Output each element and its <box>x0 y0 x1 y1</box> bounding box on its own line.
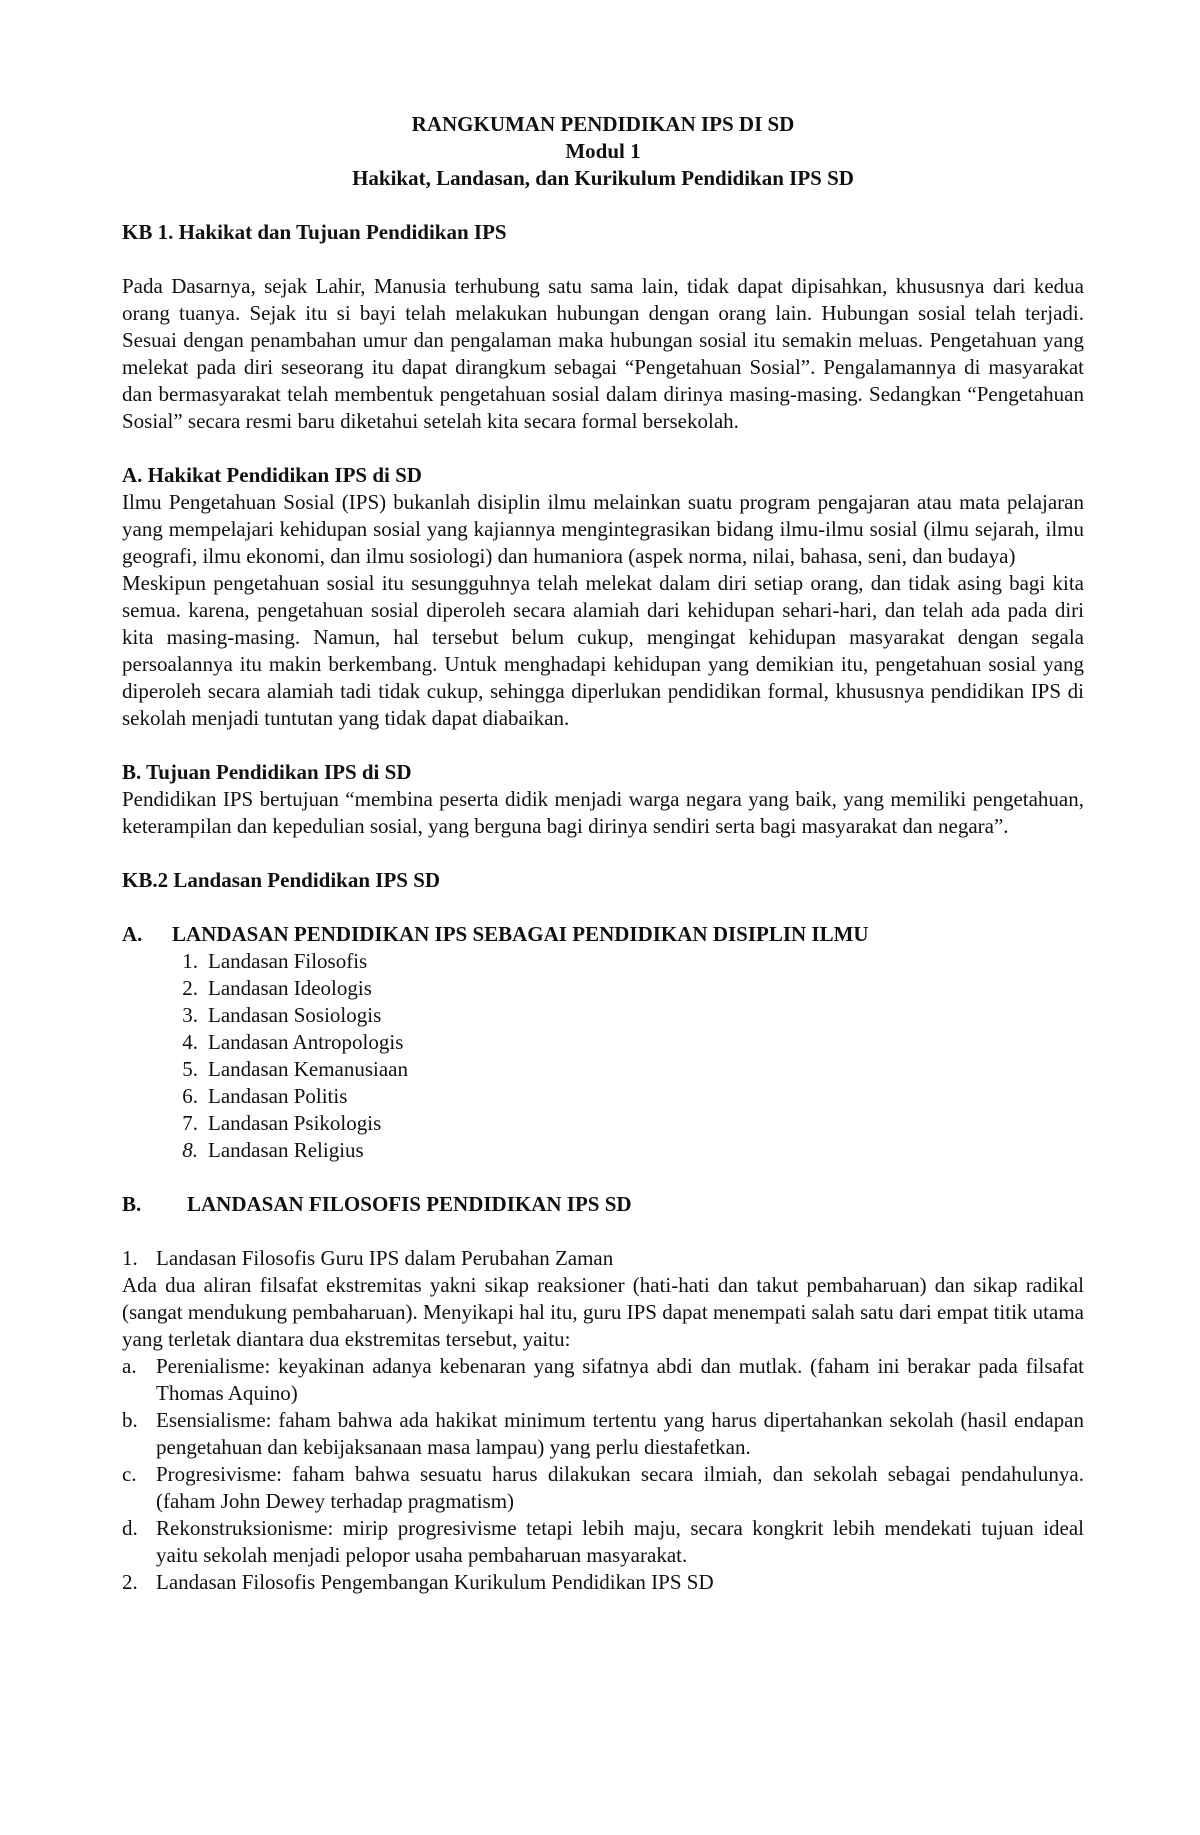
module-subtitle: Hakikat, Landasan, dan Kurikulum Pendidikan IPS SD <box>352 166 854 190</box>
filosofis-sub-item <box>122 1407 1084 1461</box>
list-item <box>166 1002 1084 1029</box>
list-number: 1. <box>182 949 198 973</box>
list-item <box>166 948 1084 975</box>
list-item <box>166 975 1084 1002</box>
list-number: 2. <box>182 976 198 1000</box>
list-item <box>166 1110 1084 1137</box>
list-item <box>166 1056 1084 1083</box>
filosofis-item-2 <box>122 1569 1084 1596</box>
document-content <box>122 111 1084 1596</box>
list-number: 7. <box>182 1111 198 1135</box>
filosofis-item-1 <box>122 1245 1084 1272</box>
title-block <box>122 111 1084 192</box>
list-item <box>166 1029 1084 1056</box>
sub-text: Perenialisme: keyakinan adanya kebenaran yang sifatnya abdi dan mutlak. (faham ini berakar pada filsafat Thomas Aquino) <box>156 1354 1084 1405</box>
list-item <box>166 1137 1084 1164</box>
sub-label: c. <box>122 1462 137 1486</box>
module-label: Modul 1 <box>565 139 641 163</box>
sub-text: Esensialisme: faham bahwa ada hakikat minimum tertentu yang harus dipertahankan sekolah (hasil endapan pengetahuan dan kebijaksanaan masa lampau) yang perlu diestafetkan. <box>156 1408 1084 1459</box>
list-number: 4. <box>182 1030 198 1054</box>
kb1-section-b-paragraph: Pendidikan IPS bertujuan “membina peserta didik menjadi warga negara yang baik, yang memiliki pengetahuan, keterampilan dan kepedulian sosial, yang berguna bagi dirinya sendiri serta bagi masyarakat dan negara”. <box>122 787 1084 838</box>
section-label: A. <box>122 922 143 946</box>
list-text: Landasan Antropologis <box>208 1030 404 1054</box>
sub-label: b. <box>122 1408 138 1432</box>
list-number: 3. <box>182 1003 198 1027</box>
kb2-heading: KB.2 Landasan Pendidikan IPS SD <box>122 868 441 892</box>
sub-text: Rekonstruksionisme: mirip progresivisme tetapi lebih maju, secara kongkrit lebih mendekati tujuan ideal yaitu sekolah menjadi pelopor usaha pembaharuan masyarakat. <box>156 1516 1084 1567</box>
section-title: LANDASAN FILOSOFIS PENDIDIKAN IPS SD <box>187 1192 632 1216</box>
sub-text: Progresivisme: faham bahwa sesuatu harus dilakukan secara ilmiah, dan sekolah sebagai pendahulunya. (faham John Dewey terhadap pragmatism) <box>156 1462 1084 1513</box>
kb2-section-a-heading <box>122 921 1084 948</box>
filosofis-paragraph: Ada dua aliran filsafat ekstremitas yakni sikap reaksioner (hati-hati dan takut pembaharuan) dan sikap radikal (sangat mendukung pembaharuan). Menyikapi hal itu, guru IPS dapat menempati salah satu dari empat titik utama yang terletak diantara dua ekstremitas tersebut, yaitu: <box>122 1273 1084 1351</box>
sub-label: a. <box>122 1354 137 1378</box>
list-number: 2. <box>122 1570 138 1594</box>
list-number: 5. <box>182 1057 198 1081</box>
sub-label: d. <box>122 1516 138 1540</box>
kb1-heading: KB 1. Hakikat dan Tujuan Pendidikan IPS <box>122 220 507 244</box>
kb1-section-a-paragraph-1: Ilmu Pengetahuan Sosial (IPS) bukanlah disiplin ilmu melainkan suatu program pengajaran atau mata pelajaran yang mempelajari kehidupan sosial yang kajiannya mengintegrasikan bidang ilmu-ilmu sosial (ilmu sejarah, ilmu geografi, ilmu ekonomi, dan ilmu sosiologi) dan humaniora (aspek norma, nilai, bahasa, seni, dan budaya) <box>122 490 1084 568</box>
section-title: LANDASAN PENDIDIKAN IPS SEBAGAI PENDIDIKAN DISIPLIN ILMU <box>172 922 869 946</box>
list-text: Landasan Filosofis Guru IPS dalam Perubahan Zaman <box>156 1246 614 1270</box>
list-item <box>166 1083 1084 1110</box>
list-text: Landasan Religius <box>208 1138 364 1162</box>
document-title: RANGKUMAN PENDIDIKAN IPS DI SD <box>411 112 795 136</box>
list-text: Landasan Filosofis Pengembangan Kurikulum Pendidikan IPS SD <box>156 1570 714 1594</box>
list-text: Landasan Politis <box>208 1084 348 1108</box>
kb1-section-a-heading: A. Hakikat Pendidikan IPS di SD <box>122 463 422 487</box>
kb1-section-b-heading: B. Tujuan Pendidikan IPS di SD <box>122 760 412 784</box>
list-text: Landasan Ideologis <box>208 976 372 1000</box>
filosofis-sub-item <box>122 1353 1084 1407</box>
kb1-section-a-paragraph-2: Meskipun pengetahuan sosial itu sesungguhnya telah melekat dalam diri setiap orang, dan tidak asing bagi kita semua. karena, pengetahuan sosial diperoleh secara alamiah dari kehidupan sehari-hari, dan telah ada pada diri kita masing-masing. Namun, hal tersebut belum cukup, mengingat kehidupan masyarakat dengan segala persoalannya itu makin berkembang. Untuk menghadapi kehidupan yang demikian itu, pengetahuan sosial yang diperoleh secara alamiah tadi tidak cukup, sehingga diperlukan pendidikan formal, khususnya pendidikan IPS di sekolah menjadi tuntutan yang tidak dapat diabaikan. <box>122 571 1084 730</box>
section-label: B. <box>122 1192 142 1216</box>
list-number: 1. <box>122 1246 138 1270</box>
kb2-section-b-heading <box>122 1191 1084 1218</box>
list-text: Landasan Sosiologis <box>208 1003 382 1027</box>
list-text: Landasan Psikologis <box>208 1111 382 1135</box>
list-text: Landasan Kemanusiaan <box>208 1057 409 1081</box>
list-number: 8. <box>182 1138 198 1162</box>
kb1-intro-paragraph: Pada Dasarnya, sejak Lahir, Manusia terhubung satu sama lain, tidak dapat dipisahkan, khususnya dari kedua orang tuanya. Sejak itu si bayi telah melakukan hubungan dengan orang lain. Hubungan sosial telah terjadi. Sesuai dengan penambahan umur dan pengalaman maka hubungan sosial itu semakin meluas. Pengetahuan yang melekat pada diri seseorang itu dapat dirangkum sebagai “Pengetahuan Sosial”. Pengalamannya di masyarakat dan bermasyarakat telah membentuk pengetahuan sosial dalam dirinya masing-masing. Sedangkan “Pengetahuan Sosial” secara resmi baru diketahui setelah kita secara formal bersekolah. <box>122 274 1084 433</box>
list-number: 6. <box>182 1084 198 1108</box>
landasan-list <box>166 948 1084 1164</box>
filosofis-sub-item <box>122 1461 1084 1515</box>
list-text: Landasan Filosofis <box>208 949 368 973</box>
filosofis-sub-item <box>122 1515 1084 1569</box>
